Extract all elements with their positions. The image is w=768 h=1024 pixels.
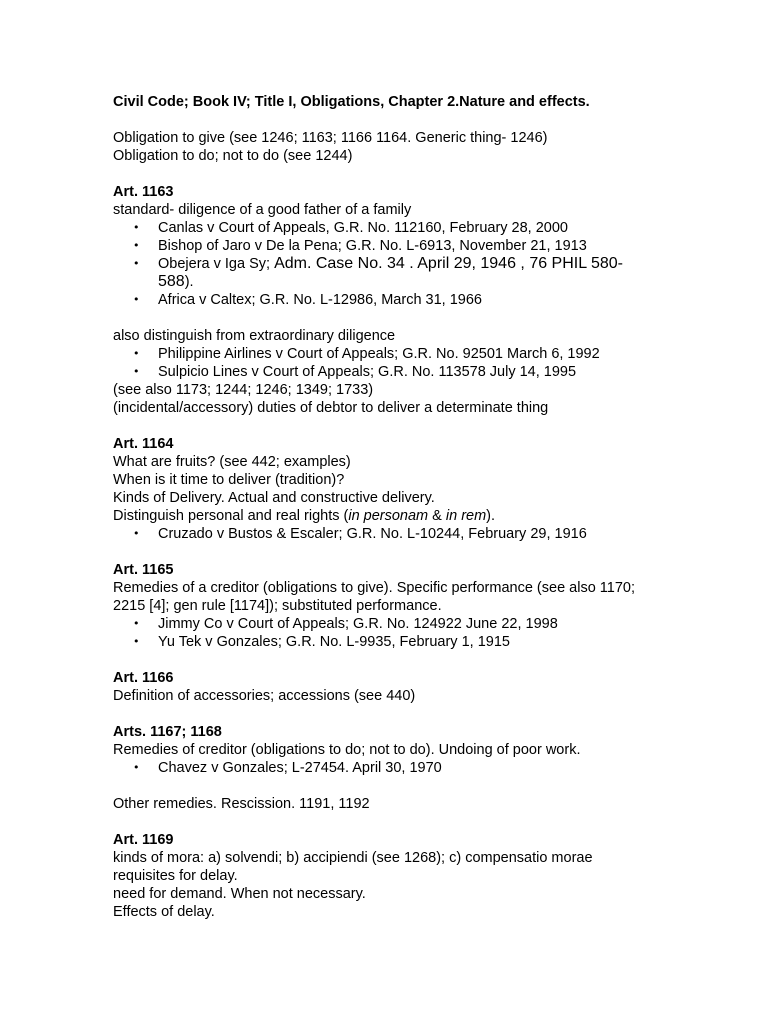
list-item — [113, 633, 653, 651]
bullet-icon: • — [133, 239, 140, 252]
case-text-end: ). — [184, 274, 194, 290]
list-item — [113, 615, 653, 633]
list-item — [113, 525, 653, 543]
list-item — [113, 759, 653, 777]
article-text: What are fruits? (see 442; examples) — [113, 454, 351, 470]
article-text: standard- diligence of a good father of a family — [113, 202, 412, 218]
article-text: Other remedies. Rescission. 1191, 1192 — [113, 796, 370, 812]
article-text: Definition of accessories; accessions (see 440) — [113, 688, 416, 704]
art-1163-section — [113, 183, 653, 309]
article-text: Kinds of Delivery. Actual and constructive delivery. — [113, 490, 435, 506]
case-list — [113, 615, 653, 651]
italic-text: in personam — [348, 508, 429, 524]
bullet-icon: • — [133, 761, 140, 774]
bullet-icon: • — [133, 527, 140, 540]
extraordinary-diligence-section — [113, 327, 653, 417]
art-1169-section — [113, 831, 653, 921]
article-heading: Arts. 1167; 1168 — [113, 724, 222, 740]
article-text: kinds of mora: a) solvendi; b) accipiendi (see 1268); c) compensatio morae — [113, 850, 593, 866]
case-text: Sulpicio Lines v Court of Appeals; G.R. No. 113578 July 14, 1995 — [158, 364, 577, 380]
bullet-icon: • — [133, 293, 140, 306]
case-list — [113, 759, 653, 777]
case-text: Chavez v Gonzales; L-27454. April 30, 1970 — [158, 760, 442, 776]
list-item — [113, 345, 653, 363]
case-citation: Adm. Case No. 34 . April 29, 1946 , 76 PHIL 580-588 — [158, 255, 623, 290]
list-item — [113, 363, 653, 381]
article-text: (incidental/accessory) duties of debtor to deliver a determinate thing — [113, 400, 549, 416]
article-heading: Art. 1165 — [113, 562, 174, 578]
case-text: Cruzado v Bustos & Escaler; G.R. No. L-10244, February 29, 1916 — [158, 526, 587, 542]
art-1164-section — [113, 435, 653, 543]
article-heading: Art. 1163 — [113, 184, 174, 200]
case-text: Africa v Caltex; G.R. No. L-12986, March 31, 1966 — [158, 292, 482, 308]
article-text: requisites for delay. — [113, 868, 238, 884]
case-text: Bishop of Jaro v De la Pena; G.R. No. L-6913, November 21, 1913 — [158, 238, 587, 254]
bullet-icon: • — [133, 347, 140, 360]
list-item — [113, 219, 653, 237]
text-run: ). — [486, 508, 496, 524]
art-1167-section — [113, 723, 653, 777]
list-item — [113, 255, 653, 291]
document-body — [113, 93, 653, 939]
bullet-icon: • — [133, 365, 140, 378]
article-text — [113, 507, 653, 525]
case-list — [113, 525, 653, 543]
case-text: Obejera v Iga Sy; — [158, 256, 275, 272]
case-text: Canlas v Court of Appeals, G.R. No. 112160, February 28, 2000 — [158, 220, 568, 236]
italic-text: in rem — [445, 508, 487, 524]
text-run: & — [428, 508, 446, 524]
article-text: When is it time to deliver (tradition)? — [113, 472, 345, 488]
list-item — [113, 237, 653, 255]
case-text: Philippine Airlines v Court of Appeals; G.R. No. 92501 March 6, 1992 — [158, 346, 600, 362]
article-text: need for demand. When not necessary. — [113, 886, 366, 902]
case-text: Jimmy Co v Court of Appeals; G.R. No. 124922 June 22, 1998 — [158, 616, 558, 632]
intro-section — [113, 129, 653, 165]
list-item — [113, 291, 653, 309]
article-heading: Art. 1166 — [113, 670, 174, 686]
article-text: Effects of delay. — [113, 904, 215, 920]
bullet-icon: • — [133, 221, 140, 234]
intro-line: Obligation to do; not to do (see 1244) — [113, 148, 353, 164]
case-text: Yu Tek v Gonzales; G.R. No. L-9935, February 1, 1915 — [158, 634, 510, 650]
article-text: also distinguish from extraordinary diligence — [113, 328, 396, 344]
article-heading: Art. 1169 — [113, 832, 174, 848]
text-run: Distinguish personal and real rights ( — [113, 508, 349, 524]
case-list — [113, 345, 653, 381]
bullet-icon: • — [133, 617, 140, 630]
document-title: Civil Code; Book IV; Title I, Obligations, Chapter 2.Nature and effects. — [113, 94, 590, 110]
bullet-icon: • — [133, 257, 140, 270]
art-1166-section — [113, 669, 653, 705]
other-remedies-section — [113, 795, 653, 813]
article-text: Remedies of a creditor (obligations to give). Specific performance (see also 1170; 2215 [4]; gen rule [1174]); substituted performance. — [113, 580, 635, 614]
case-list — [113, 219, 653, 309]
bullet-icon: • — [133, 635, 140, 648]
article-text: (see also 1173; 1244; 1246; 1349; 1733) — [113, 382, 374, 398]
intro-line: Obligation to give (see 1246; 1163; 1166 1164. Generic thing- 1246) — [113, 130, 548, 146]
article-text: Remedies of creditor (obligations to do; not to do). Undoing of poor work. — [113, 742, 581, 758]
art-1165-section — [113, 561, 653, 651]
article-heading: Art. 1164 — [113, 436, 174, 452]
